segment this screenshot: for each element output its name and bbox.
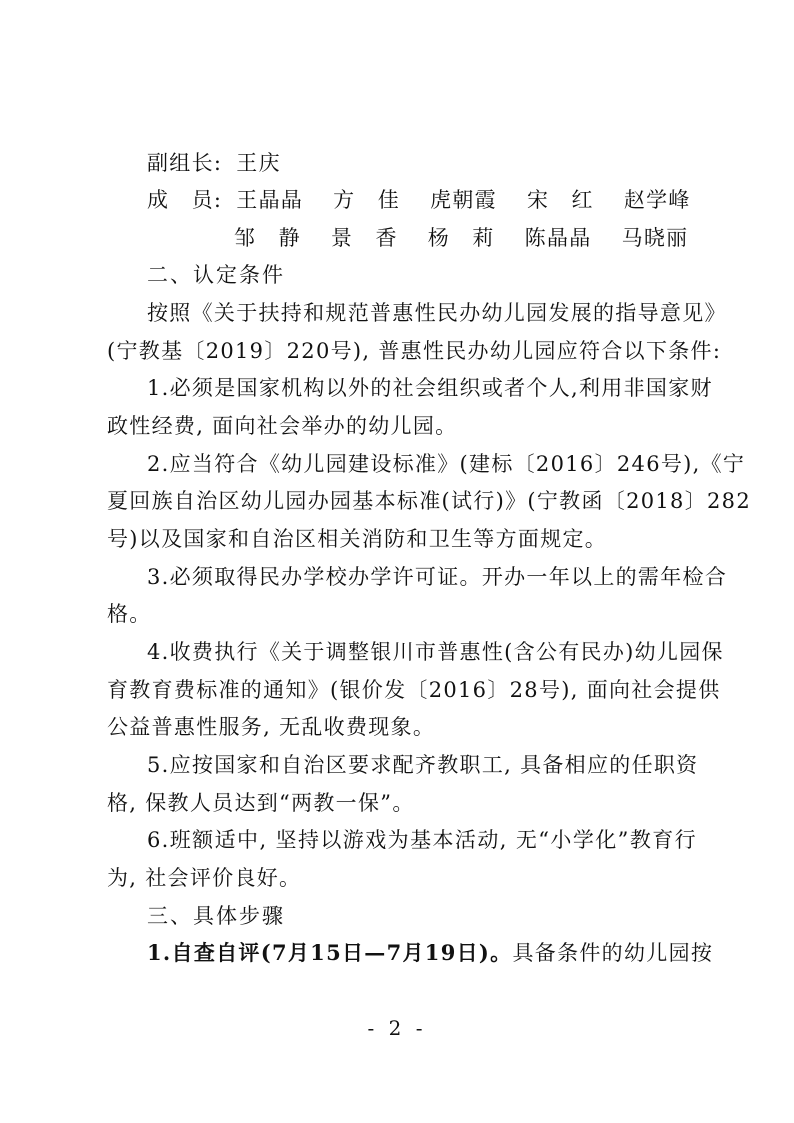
member-name: 景 香 bbox=[330, 226, 398, 250]
member-name: 王晶晶 bbox=[236, 188, 304, 212]
item-5-line-1: 5.应按国家和自治区要求配齐教职工, 具备相应的任职资 bbox=[147, 753, 699, 777]
step-1-bold: 1.自查自评(7月15日—7月19日)。 bbox=[147, 940, 513, 965]
item-4-line-3: 公益普惠性服务, 无乱收费现象。 bbox=[107, 715, 436, 739]
item-3-line-2: 格。 bbox=[107, 602, 152, 626]
members-label: 成 员: bbox=[147, 188, 223, 212]
vice-leader-label: 副组长: bbox=[147, 151, 223, 175]
member-name: 赵学峰 bbox=[623, 188, 691, 212]
member-name: 方 佳 bbox=[333, 188, 401, 212]
item-1-line-1: 1.必须是国家机构以外的社会组织或者个人,利用非国家财 bbox=[147, 376, 713, 400]
section-2-title: 二、认定条件 bbox=[147, 263, 285, 287]
item-4-line-1: 4.收费执行《关于调整银川市普惠性(含公有民办)幼儿园保 bbox=[147, 640, 724, 664]
member-name: 陈晶晶 bbox=[524, 226, 592, 250]
member-name: 宋 红 bbox=[526, 188, 594, 212]
item-2-line-1: 2.应当符合《幼儿园建设标准》(建标〔2016〕246号),《宁 bbox=[147, 452, 746, 476]
members-line-1 bbox=[147, 187, 697, 213]
vice-leader-line bbox=[147, 150, 697, 176]
item-5-line-2: 格, 保教人员达到“两教一保”。 bbox=[107, 791, 415, 815]
member-name: 马晓丽 bbox=[621, 226, 689, 250]
item-6-line-2: 为, 社会评价良好。 bbox=[107, 866, 302, 890]
item-6-line-1: 6.班额适中, 坚持以游戏为基本活动, 无“小学化”教育行 bbox=[147, 828, 697, 852]
intro-line-1: 按照《关于扶持和规范普惠性民办幼儿园发展的指导意见》 bbox=[147, 301, 727, 325]
item-2-line-3: 号)以及国家和自治区相关消防和卫生等方面规定。 bbox=[107, 527, 608, 551]
member-name: 杨 莉 bbox=[427, 226, 495, 250]
item-1-line-2: 政性经费, 面向社会举办的幼儿园。 bbox=[107, 414, 458, 438]
item-4-line-2: 育教育费标准的通知》(银价发〔2016〕28号), 面向社会提供 bbox=[107, 678, 721, 702]
step-1-line bbox=[147, 940, 714, 966]
section-3-title: 三、具体步骤 bbox=[147, 904, 285, 928]
members-line-2 bbox=[234, 225, 697, 251]
page-number: - 2 - bbox=[367, 1016, 427, 1040]
member-name: 邹 静 bbox=[234, 226, 301, 250]
item-3-line-1: 3.必须取得民办学校办学许可证。开办一年以上的需年检合 bbox=[147, 565, 728, 589]
item-2-line-2: 夏回族自治区幼儿园办园基本标准(试行)》(宁教函〔2018〕282 bbox=[107, 489, 752, 513]
member-name: 虎朝霞 bbox=[430, 188, 497, 212]
intro-line-2: (宁教基〔2019〕220号), 普惠性民办幼儿园应符合以下条件: bbox=[107, 339, 722, 363]
step-1-rest: 具备条件的幼儿园按 bbox=[512, 941, 714, 965]
vice-leader-name: 王庆 bbox=[236, 151, 281, 175]
